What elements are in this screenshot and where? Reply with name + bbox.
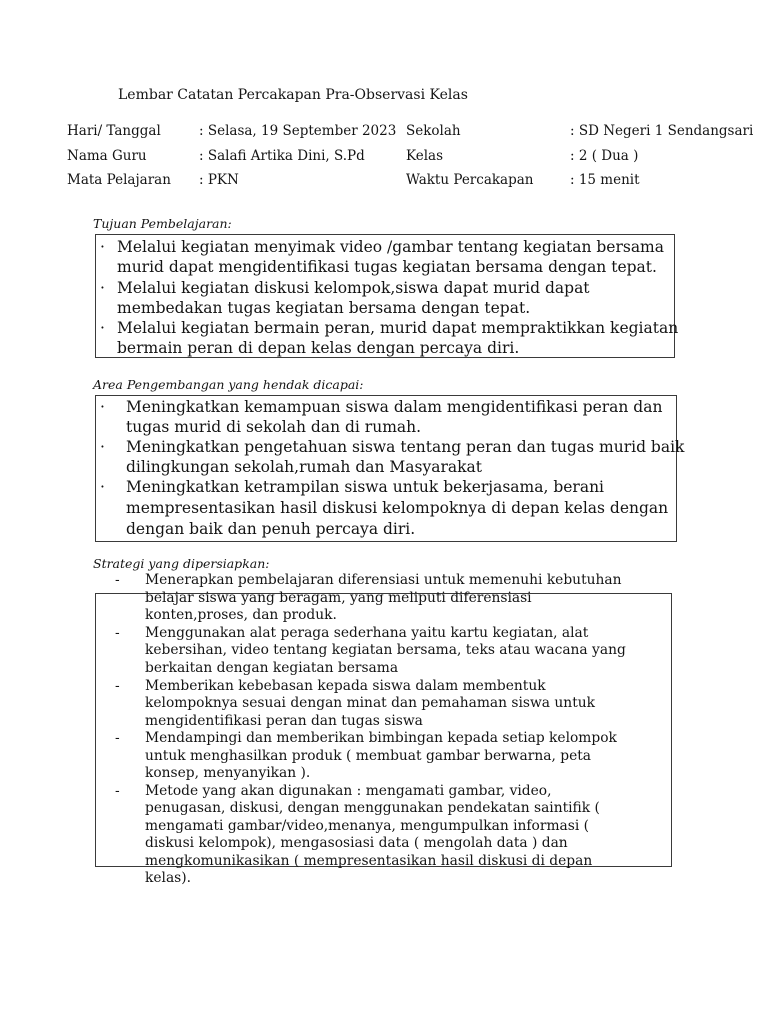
tujuan-label: Tujuan Pembelajaran: — [93, 216, 232, 231]
strategi-line: berkaitan dengan kegiatan bersama — [145, 660, 399, 676]
tujuan-line: murid dapat mengidentifikasi tugas kegiatan bersama dengan tepat. — [117, 258, 657, 276]
area-bullet: · — [100, 478, 105, 496]
strategi-line: Memberikan kebebasan kepada siswa dalam membentuk — [145, 678, 546, 694]
strategi-label: Strategi yang dipersiapkan: — [93, 556, 270, 571]
strategi-line: penugasan, diskusi, dengan menggunakan pendekatan saintifik ( — [145, 800, 600, 816]
strategi-line: Mendampingi dan memberikan bimbingan kepada setiap kelompok — [145, 730, 617, 746]
strategi-bullet: - — [115, 678, 120, 694]
area-line: Meningkatkan ketrampilan siswa untuk bekerjasama, berani — [126, 478, 605, 496]
tujuan-bullet: · — [100, 319, 105, 337]
strategi-bullet: - — [115, 783, 120, 799]
info-hari-value: : Selasa, 19 September 2023 — [199, 123, 397, 139]
area-line: dilingkungan sekolah,rumah dan Masyarakat — [126, 458, 482, 476]
strategi-bullet: - — [115, 572, 120, 588]
info-mapel-value: : PKN — [199, 172, 239, 188]
tujuan-line: bermain peran di depan kelas dengan percaya diri. — [117, 339, 520, 357]
info-waktu-value: : 15 menit — [570, 172, 640, 188]
tujuan-bullet: · — [100, 279, 105, 297]
strategi-line: kebersihan, video tentang kegiatan bersama, teks atau wacana yang — [145, 642, 626, 658]
area-bullet: · — [100, 438, 105, 456]
area-bullet: · — [100, 398, 105, 416]
info-guru-label: Nama Guru — [67, 148, 147, 164]
strategi-bullet: - — [115, 730, 120, 746]
strategi-line: mengkomunikasikan ( mempresentasikan hasil diskusi di depan — [145, 853, 593, 869]
area-label: Area Pengembangan yang hendak dicapai: — [93, 377, 364, 392]
strategi-line: mengidentifikasi peran dan tugas siswa — [145, 713, 423, 729]
area-line: Meningkatkan pengetahuan siswa tentang peran dan tugas murid baik — [126, 438, 685, 456]
strategi-line: konsep, menyanyikan ). — [145, 765, 311, 781]
info-guru-value: : Salafi Artika Dini, S.Pd — [199, 148, 365, 164]
strategi-line: belajar siswa yang beragam, yang meliputi diferensiasi — [145, 590, 532, 606]
strategi-line: diskusi kelompok), mengasosiasi data ( mengolah data ) dan — [145, 835, 568, 851]
area-line: tugas murid di sekolah dan di rumah. — [126, 418, 422, 436]
strategi-line: mengamati gambar/video,menanya, mengumpulkan informasi ( — [145, 818, 590, 834]
document-title: Lembar Catatan Percakapan Pra-Observasi Kelas — [118, 87, 468, 103]
strategi-bullet: - — [115, 625, 120, 641]
tujuan-bullet: · — [100, 238, 105, 256]
area-line: mempresentasikan hasil diskusi kelompoknya di depan kelas dengan — [126, 499, 669, 517]
info-mapel-label: Mata Pelajaran — [67, 172, 171, 188]
strategi-line: kelompoknya sesuai dengan minat dan pemahaman siswa untuk — [145, 695, 595, 711]
strategi-line: Metode yang akan digunakan : mengamati gambar, video, — [145, 783, 552, 799]
info-sekolah-value: : SD Negeri 1 Sendangsari — [570, 123, 754, 139]
info-kelas-label: Kelas — [406, 148, 444, 164]
tujuan-line: Melalui kegiatan diskusi kelompok,siswa dapat murid dapat — [117, 279, 590, 297]
area-line: dengan baik dan penuh percaya diri. — [126, 520, 416, 538]
strategi-line: konten,proses, dan produk. — [145, 607, 337, 623]
info-hari-label: Hari/ Tanggal — [67, 123, 161, 139]
info-sekolah-label: Sekolah — [406, 123, 461, 139]
strategi-line: Menerapkan pembelajaran diferensiasi untuk memenuhi kebutuhan — [145, 572, 622, 588]
strategi-line: untuk menghasilkan produk ( membuat gambar berwarna, peta — [145, 748, 592, 764]
tujuan-line: membedakan tugas kegiatan bersama dengan tepat. — [117, 299, 531, 317]
tujuan-line: Melalui kegiatan bermain peran, murid dapat mempraktikkan kegiatan — [117, 319, 679, 337]
strategi-line: Menggunakan alat peraga sederhana yaitu kartu kegiatan, alat — [145, 625, 589, 641]
area-line: Meningkatkan kemampuan siswa dalam mengidentifikasi peran dan — [126, 398, 663, 416]
tujuan-line: Melalui kegiatan menyimak video /gambar tentang kegiatan bersama — [117, 238, 664, 256]
info-kelas-value: : 2 ( Dua ) — [570, 148, 639, 164]
strategi-line: kelas). — [145, 870, 192, 886]
info-waktu-label: Waktu Percakapan — [406, 172, 534, 188]
